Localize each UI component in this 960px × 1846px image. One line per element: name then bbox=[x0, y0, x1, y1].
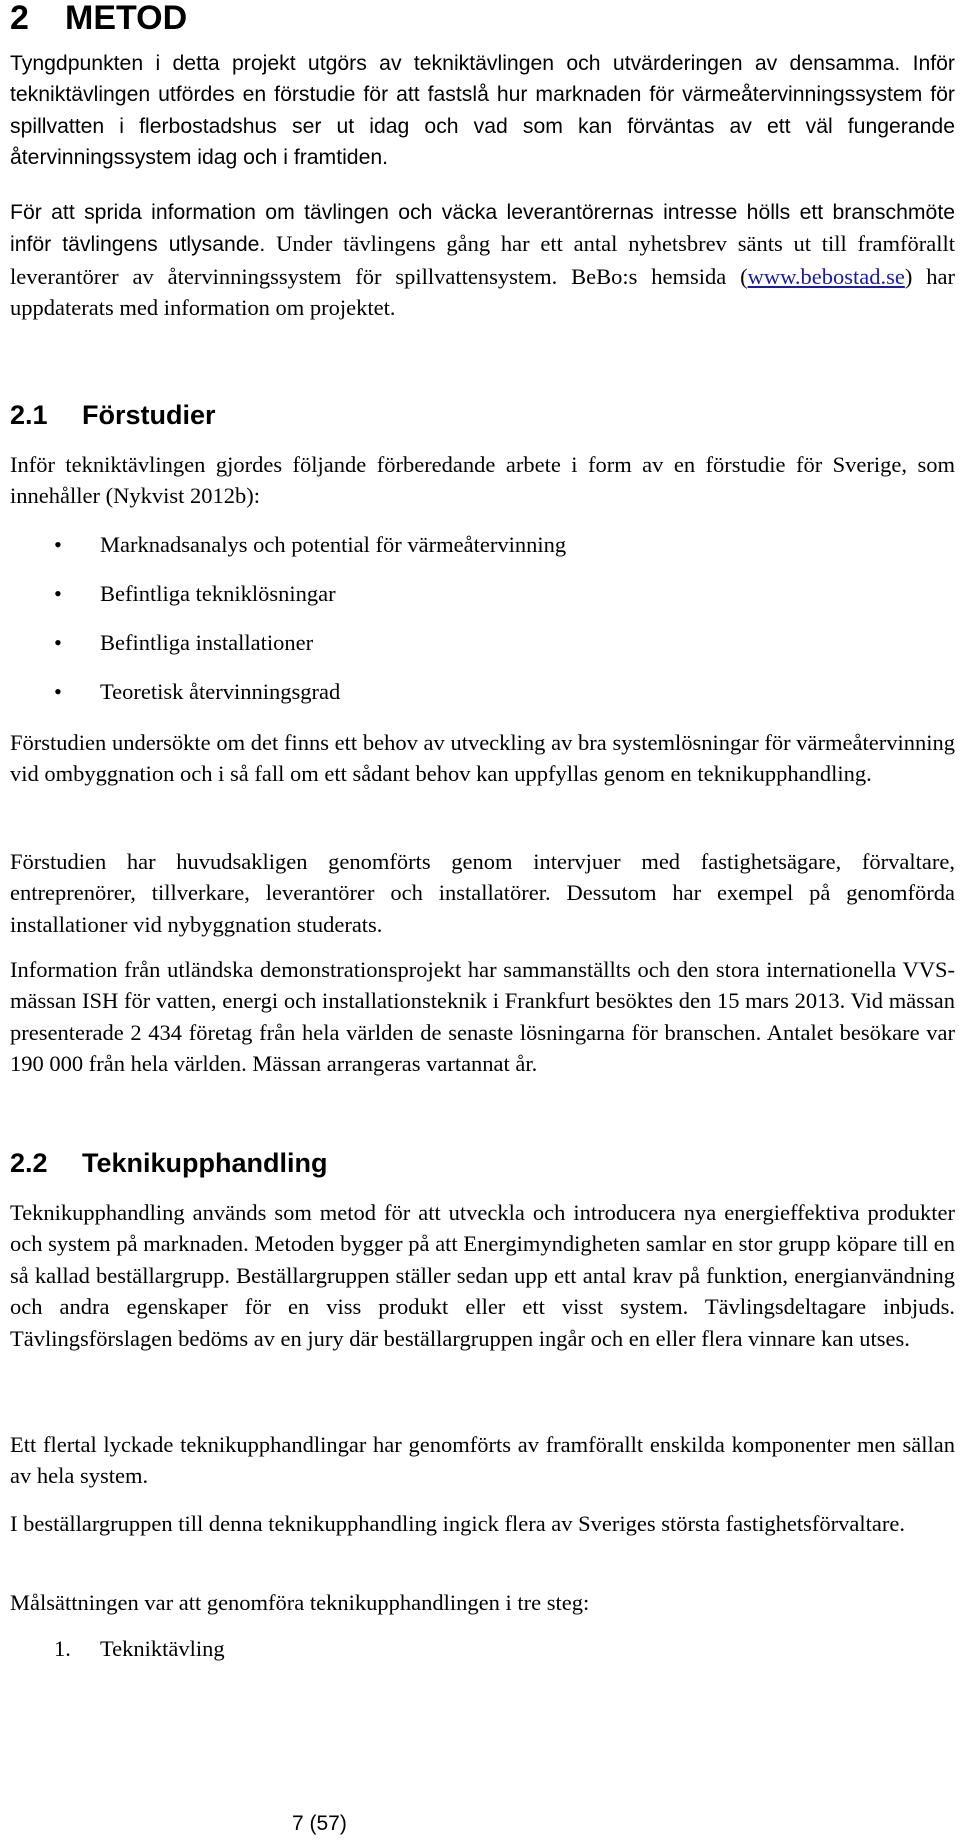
list-number: 1. bbox=[54, 1636, 71, 1661]
subsection-heading-2-1 bbox=[10, 400, 216, 430]
intro-paragraph-2-end: ) har uppdaterats med information om projektet. bbox=[10, 263, 955, 321]
forstudier-paragraph-3: Information från utländska demonstrationsprojekt har sammanställts och den stora internationella VVS-mässan ISH för vatten, energi och installationsteknik i Frankfurt besöktes den 15 mars 2013. Vid mässan presenterade 2 434 företag från hela världen de senaste lösningarna för branschen. Antalet besökare var 190 000 från hela världen. Mässan arrangeras vartannat år. bbox=[10, 957, 955, 1077]
intro-paragraph-1: Tyngdpunkten i detta projekt utgörs av tekniktävlingen och utvärderingen av densamma. Inför tekniktävlingen utfördes en förstudie för att fastslå hur marknaden för värmeåtervinningssystem för spillvatten i flerbostadshus ser ut idag och vad som kan förväntas av ett väl fungerande återvinningssystem idag och i framtiden. bbox=[10, 52, 955, 170]
section-title: METOD bbox=[65, 0, 188, 37]
teknikupphandling-paragraph-1: Teknikupphandling används som metod för att utveckla och introducera nya energieffektiva produkter och system på marknaden. Metoden bygger på att Energimyndigheten samlar en stor grupp köpare till en så kallad beställargrupp. Beställargruppen ställer sedan upp ett antal krav på funktion, energianvändning och andra egenskaper för en viss produkt eller ett visst system. Tävlingsdeltagare inbjuds. Tävlingsförslagen bedöms av en jury där beställargruppen ingår och en eller flera vinnare kan utses. bbox=[10, 1200, 955, 1351]
numbered-list-item bbox=[54, 1634, 225, 1664]
subsection-number: 2.1 bbox=[10, 400, 48, 430]
teknikupphandling-paragraph-2: Ett flertal lyckade teknikupphandlingar har genomförts av framförallt enskilda komponenter men sällan av hela system. bbox=[10, 1432, 955, 1489]
intro-paragraph-2 bbox=[10, 196, 955, 324]
subsection-title: Teknikupphandling bbox=[82, 1148, 328, 1178]
bullet-marker: • bbox=[54, 581, 62, 606]
bullet-item bbox=[54, 530, 566, 560]
page-number: 7 (57) bbox=[292, 1812, 347, 1835]
subsection-number: 2.2 bbox=[10, 1148, 48, 1178]
section-number: 2 bbox=[10, 0, 29, 37]
intro-paragraph-2-sans: För att sprida information om tävlingen och väcka leverantörernas intresse hölls ett branschmöte inför tävlingens utlysande. bbox=[10, 201, 955, 257]
teknikupphandling-paragraph-4: Målsättningen var att genomföra teknikupphandlingen i tre steg: bbox=[10, 1590, 590, 1615]
bullet-marker: • bbox=[54, 630, 62, 655]
teknikupphandling-paragraph-3: I beställargruppen till denna teknikupphandling ingick flera av Sveriges största fastighetsförvaltare. bbox=[10, 1511, 905, 1536]
bullet-text: Marknadsanalys och potential för värmeåtervinning bbox=[100, 532, 567, 557]
bullet-text: Teoretisk återvinningsgrad bbox=[100, 679, 341, 704]
bullet-marker: • bbox=[54, 679, 62, 704]
bullet-item bbox=[54, 628, 313, 658]
bullet-item bbox=[54, 579, 336, 609]
bebostad-link[interactable]: www.bebostad.se bbox=[747, 263, 905, 289]
forstudier-paragraph-1: Förstudien undersökte om det finns ett behov av utveckling av bra systemlösningar för värmeåtervinning vid ombyggnation och i så fall om ett sådant behov kan uppfyllas genom en teknikupphandling. bbox=[10, 730, 955, 787]
intro-paragraph-2-serif: Under tävlingens gång har ett antal nyhetsbrev sänts ut till framförallt leverantörer av återvinningssystem för spillvattensystem. BeBo:s hemsida ( bbox=[10, 231, 956, 289]
bullet-text: Befintliga tekniklösningar bbox=[100, 581, 336, 606]
list-text: Tekniktävling bbox=[100, 1636, 225, 1661]
bullet-text: Befintliga installationer bbox=[100, 630, 314, 655]
subsection-title: Förstudier bbox=[82, 400, 216, 430]
section-heading bbox=[10, 0, 187, 36]
forstudier-paragraph-2: Förstudien har huvudsakligen genomförts genom intervjuer med fastighetsägare, förvaltare, entreprenörer, tillverkare, leverantörer och installatörer. Dessutom har exempel på genomförda installationer vid nybyggnation studerats. bbox=[10, 849, 955, 937]
subsection-heading-2-2 bbox=[10, 1148, 328, 1178]
bullet-item bbox=[54, 677, 340, 707]
bullet-marker: • bbox=[54, 532, 62, 557]
forstudier-lead: Inför tekniktävlingen gjordes följande förberedande arbete i form av en förstudie för Sverige, som innehåller (Nykvist 2012b): bbox=[10, 452, 955, 509]
